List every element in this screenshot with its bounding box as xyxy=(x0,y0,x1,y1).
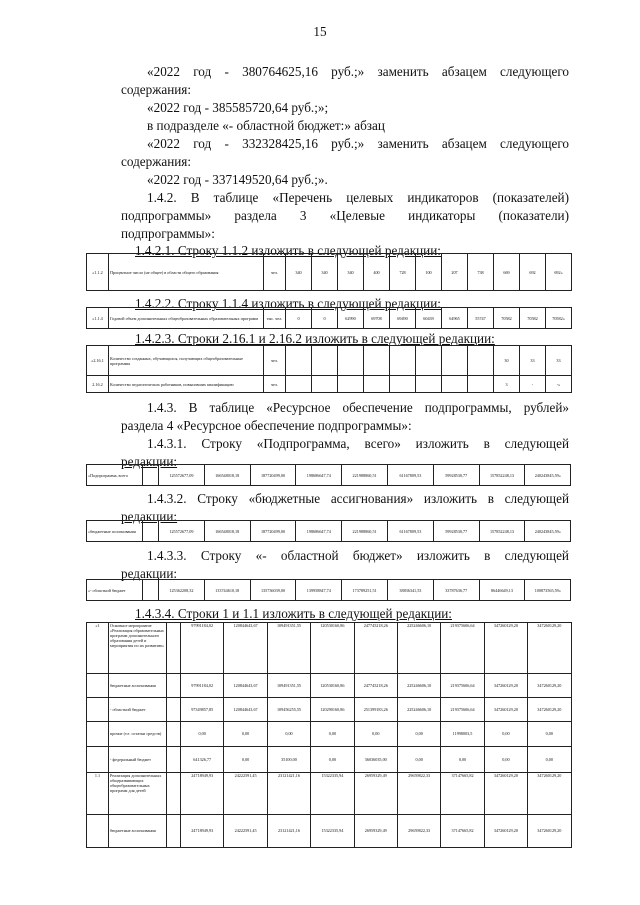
table-cell: 24718949,93 xyxy=(181,814,224,847)
table-cell: 0,00 xyxy=(397,722,440,746)
table-cell: 692 xyxy=(520,254,546,291)
table-row xyxy=(87,772,572,814)
paragraph-line: «2022 год - 332328425,16 руб.;» заменить абзацем следующего xyxy=(147,136,569,151)
table-cell: 125572677,09 xyxy=(159,521,205,542)
table-cell: Основное мероприятие «Реализация образовательных программ дополнительного образования детей и мероприятия по их развитию» xyxy=(109,623,167,674)
table-cell xyxy=(286,376,312,393)
table-cell: 347260129,20 xyxy=(484,814,527,847)
paragraph-line: подпрограммы» раздела 3 «Целевые индикаторы (показатели) xyxy=(121,208,569,223)
table-cell: «бюджетные ассигнования xyxy=(87,521,143,542)
table-cell: 347260129,20 xyxy=(484,698,527,722)
table-cell: 23121421,16 xyxy=(267,772,310,814)
resource-table-regional xyxy=(86,579,571,601)
table-cell: 64965 xyxy=(442,308,468,329)
table-cell: 225246606,10 xyxy=(397,674,440,698)
table-cell xyxy=(167,814,181,847)
section-heading: 1.4.2.3. Строки 2.16.1 и 2.16.2 изложить в следующей редакции: xyxy=(135,331,495,346)
table-cell: 225246606,10 xyxy=(397,698,440,722)
table-cell: 728 xyxy=(390,254,416,291)
indicator-table-112 xyxy=(86,253,572,291)
table-cell xyxy=(167,772,181,814)
table-cell: 120844643,67 xyxy=(224,674,267,698)
table-cell: 347260129,20 xyxy=(484,623,527,674)
table-cell: 133744610,18 xyxy=(204,580,250,601)
table-cell xyxy=(87,746,109,772)
table-cell: 166548018,18 xyxy=(204,521,250,542)
table-cell: 15322335,94 xyxy=(311,772,354,814)
table-cell xyxy=(167,698,181,722)
table-row xyxy=(87,814,572,847)
table-cell: 247745218,26 xyxy=(354,674,397,698)
table-cell xyxy=(286,346,312,376)
table-cell: 219375606,64 xyxy=(441,698,484,722)
table-cell: 70582» xyxy=(546,308,572,329)
table-cell: 251399183,26 xyxy=(354,698,397,722)
table-cell: 692» xyxy=(546,254,572,291)
table-cell: 24222591,45 xyxy=(224,772,267,814)
table-row xyxy=(87,521,571,542)
table-cell: 738 xyxy=(468,254,494,291)
table-cell: 61167809,53 xyxy=(387,465,433,486)
paragraph-line: 1.4.2. В таблице «Перечень целевых индикаторов (показателей) xyxy=(147,190,569,205)
table-cell: 173789251,51 xyxy=(342,580,388,601)
table-row xyxy=(87,698,572,722)
table-cell: 157852248,13 xyxy=(479,521,525,542)
table-cell: 166548018,18 xyxy=(204,465,250,486)
section-heading: 1.4.2.2. Строку 1.1.4 изложить в следующей редакции: xyxy=(135,296,441,311)
table-cell xyxy=(468,376,494,393)
table-cell: 36036035,00 xyxy=(354,746,397,772)
paragraph-line: «2022 год - 380764625,16 руб.;» заменить абзацем следующего xyxy=(147,64,569,79)
table-cell: 187720499,00 xyxy=(250,465,296,486)
section-heading: 1.4.2.1. Строку 1.1.2 изложить в следующей редакции: xyxy=(135,243,441,258)
table-cell xyxy=(167,623,181,674)
table-cell: 29659822,33 xyxy=(397,772,440,814)
table-cell: 247745218,26 xyxy=(354,623,397,674)
section-heading: 1.4.3.3. Строку «- областной бюджет» изложить в следующей xyxy=(147,548,569,563)
table-cell: 0,00 xyxy=(528,746,571,772)
table-cell: чел. xyxy=(264,346,286,376)
table-cell: 3 xyxy=(494,376,520,393)
table-cell: 0,00 xyxy=(484,746,527,772)
paragraph-line: 1.4.3. В таблице «Ресурсное обеспечение подпрограммы, рублей» xyxy=(147,400,569,415)
table-cell: 0,00 xyxy=(224,746,267,772)
table-cell: 33 xyxy=(546,346,572,376)
table-cell xyxy=(338,376,364,393)
table-cell: 37147665,82 xyxy=(441,814,484,847)
table-cell: 60439 xyxy=(416,308,442,329)
table-cell: Годовой объем дополнительных общеобразовательных образовательных программ xyxy=(109,308,264,329)
table-row xyxy=(87,308,572,329)
table-cell xyxy=(390,376,416,393)
table-cell: «1 xyxy=(87,623,109,674)
table-cell: чел. xyxy=(264,254,286,291)
table-cell xyxy=(87,698,109,722)
table-cell: 86446649,13 xyxy=(479,580,525,601)
table-cell: 97991184,02 xyxy=(181,674,224,698)
table-cell: 26959329,49 xyxy=(354,772,397,814)
resource-table-rows-1-1-1 xyxy=(86,622,572,848)
table-cell: 225246606,10 xyxy=(397,623,440,674)
table-cell: 30 xyxy=(494,346,520,376)
table-row xyxy=(87,254,572,291)
table-row xyxy=(87,746,572,772)
table-cell: 120844643,67 xyxy=(224,698,267,722)
table-cell: 400 xyxy=(364,254,390,291)
table-cell: 120530160,86 xyxy=(311,674,354,698)
table-cell xyxy=(416,376,442,393)
table-cell: 0,00 xyxy=(311,722,354,746)
table-cell: 221988860,51 xyxy=(342,465,388,486)
table-cell xyxy=(364,376,390,393)
table-cell: 59928530,77 xyxy=(433,521,479,542)
section-heading: редакции: xyxy=(121,566,178,581)
table-cell: Количество созданных, обучающихся, получающих общеобразовательные программы xyxy=(109,346,264,376)
table-cell xyxy=(442,346,468,376)
table-cell: 70582 xyxy=(494,308,520,329)
table-cell xyxy=(87,674,109,698)
table-cell: 120844643,67 xyxy=(224,623,267,674)
table-cell: 109491351,55 xyxy=(267,623,310,674)
table-cell: 219375606,64 xyxy=(441,674,484,698)
table-cell: 340 xyxy=(286,254,312,291)
table-cell: 0,00 xyxy=(528,722,571,746)
table-cell: 0 xyxy=(286,308,312,329)
table-cell: 120290160,86 xyxy=(311,698,354,722)
table-cell: 35100,00 xyxy=(267,746,310,772)
table-cell: 61167809,53 xyxy=(387,521,433,542)
table-cell: - xyxy=(520,376,546,393)
table-cell: 340 xyxy=(312,254,338,291)
table-cell: 38836341,53 xyxy=(387,580,433,601)
table-cell: 0,00 xyxy=(441,746,484,772)
table-row xyxy=(87,722,572,746)
table-cell: 347260129,20 xyxy=(528,674,571,698)
table-cell: 33 xyxy=(520,346,546,376)
table-cell: 125362208,32 xyxy=(159,580,205,601)
table-cell: 340 xyxy=(338,254,364,291)
table-cell: 109456255,55 xyxy=(267,698,310,722)
table-cell: 0,00 xyxy=(224,722,267,746)
table-cell: «Подпрограмма, всего xyxy=(87,465,143,486)
table-cell xyxy=(468,346,494,376)
table-cell xyxy=(167,674,181,698)
table-cell: 139958847,74 xyxy=(296,580,342,601)
table-cell: 109491351,55 xyxy=(267,674,310,698)
table-cell: 347260129,20 xyxy=(484,772,527,814)
table-cell xyxy=(167,746,181,772)
table-cell: 55747 xyxy=(468,308,494,329)
table-cell xyxy=(87,814,109,847)
table-cell: 37147665,82 xyxy=(441,772,484,814)
paragraph-line: «2022 год - 385585720,64 руб.;»; xyxy=(147,100,329,115)
table-cell: 641326,77 xyxy=(181,746,224,772)
table-row xyxy=(87,376,572,393)
indicator-table-2161 xyxy=(86,345,572,393)
table-row xyxy=(87,346,572,376)
table-cell xyxy=(167,722,181,746)
table-cell xyxy=(390,346,416,376)
table-cell: 23121421,16 xyxy=(267,814,310,847)
table-cell: 0,00 xyxy=(354,722,397,746)
table-cell: 69490 xyxy=(390,308,416,329)
table-cell: 669 xyxy=(494,254,520,291)
table-cell: 97991184,02 xyxy=(181,623,224,674)
table-cell: 125572677,09 xyxy=(159,465,205,486)
paragraph-line: раздела 4 «Ресурсное обеспечение подпрограммы»: xyxy=(121,418,412,433)
table-cell: 0,00 xyxy=(181,722,224,746)
table-cell: 69708 xyxy=(364,308,390,329)
table-cell: -» xyxy=(546,376,572,393)
table-cell: 347260129,20 xyxy=(528,623,571,674)
table-cell: 24718949,93 xyxy=(181,772,224,814)
table-cell: 347260129,20 xyxy=(528,698,571,722)
table-cell: 97349857,85 xyxy=(181,698,224,722)
paragraph-line: содержания: xyxy=(121,82,192,97)
table-cell: 135736039,00 xyxy=(250,580,296,601)
table-cell: 347260129,20 xyxy=(528,814,571,847)
table-cell xyxy=(442,376,468,393)
table-cell: бюджетные ассигнования xyxy=(109,814,167,847)
table-cell: 0 xyxy=(312,308,338,329)
table-cell xyxy=(143,580,159,601)
table-cell: 1.1 xyxy=(87,772,109,814)
table-cell: 347260129,20 xyxy=(528,772,571,814)
table-cell: 29659822,33 xyxy=(397,814,440,847)
paragraph-line: содержания: xyxy=(121,154,192,169)
table-cell: 62990 xyxy=(338,308,364,329)
table-cell: 0,00 xyxy=(311,746,354,772)
table-cell: 26959329,49 xyxy=(354,814,397,847)
resource-table-subprogram xyxy=(86,464,571,486)
table-cell: 100 xyxy=(416,254,442,291)
table-cell: 187720499,00 xyxy=(250,521,296,542)
table-row xyxy=(87,674,572,698)
table-cell: 0,00 xyxy=(397,746,440,772)
table-cell: 11998003,5 xyxy=(441,722,484,746)
table-cell xyxy=(143,465,159,486)
page-number: 15 xyxy=(313,24,327,39)
table-cell: тыс. чел. xyxy=(264,308,286,329)
section-heading: 1.4.3.4. Строки 1 и 1.1 изложить в следующей редакции: xyxy=(135,606,452,621)
paragraph-line: подпрограммы»: xyxy=(121,226,215,241)
table-cell: 0,00 xyxy=(484,722,527,746)
paragraph-line: «2022 год - 337149520,64 руб.;». xyxy=(147,172,328,187)
table-cell: 59928530,77 xyxy=(433,465,479,486)
table-cell: 221988860,51 xyxy=(342,521,388,542)
table-cell: 207 xyxy=(442,254,468,291)
section-heading: 1.4.3.1. Строку «Подпрограмма, всего» изложить в следующей xyxy=(147,436,569,451)
table-cell: 157852248,13 xyxy=(479,465,525,486)
table-cell xyxy=(143,521,159,542)
table-cell: «1.1.2 xyxy=(87,254,109,291)
indicator-table-114 xyxy=(86,307,572,329)
table-cell: 347260129,20 xyxy=(484,674,527,698)
table-cell: 24222591,45 xyxy=(224,814,267,847)
table-cell: 0,00 xyxy=(267,722,310,746)
table-cell: 198686647,74 xyxy=(296,465,342,486)
table-cell xyxy=(416,346,442,376)
section-heading: 1.4.3.2. Строку «бюджетные ассигнования» изложить в следующей xyxy=(147,491,569,506)
table-cell: прочие (т.е. остатки средств) xyxy=(109,722,167,746)
table-row xyxy=(87,465,571,486)
table-row xyxy=(87,623,572,674)
table-cell: «- областной бюджет xyxy=(87,580,143,601)
table-cell: - федеральный бюджет xyxy=(109,746,167,772)
table-cell: бюджетные ассигнования xyxy=(109,674,167,698)
table-cell: 33787636,77 xyxy=(433,580,479,601)
table-cell xyxy=(87,722,109,746)
table-cell: 15322335,94 xyxy=(311,814,354,847)
table-cell: чел. xyxy=(264,376,286,393)
table-cell: 100873565,59» xyxy=(525,580,571,601)
table-cell: 240243845,59» xyxy=(525,465,571,486)
table-cell: Количество педагогических работников, повысивших квалификацию xyxy=(109,376,264,393)
table-row xyxy=(87,580,571,601)
table-cell: 120530160,86 xyxy=(311,623,354,674)
table-cell: Процентное число (не общее) в области общего образования xyxy=(109,254,264,291)
resource-table-budget xyxy=(86,520,571,542)
table-cell: 70582 xyxy=(520,308,546,329)
table-cell xyxy=(364,346,390,376)
table-cell: - областной бюджет xyxy=(109,698,167,722)
paragraph-line: в подразделе «- областной бюджет:» абзац xyxy=(147,118,385,133)
table-cell: 240243845,59» xyxy=(525,521,571,542)
table-cell xyxy=(338,346,364,376)
table-cell: «1.1.4 xyxy=(87,308,109,329)
section-heading: редакции: xyxy=(121,454,178,469)
table-cell: 198686647,74 xyxy=(296,521,342,542)
table-cell: 2.16.2 xyxy=(87,376,109,393)
table-cell xyxy=(312,346,338,376)
table-cell: «2.16.1 xyxy=(87,346,109,376)
table-cell xyxy=(312,376,338,393)
table-cell: Реализация дополнительных общеразвивающих общеобразовательных программ для детей xyxy=(109,772,167,814)
table-cell: 219375606,64 xyxy=(441,623,484,674)
section-heading: редакции: xyxy=(121,509,178,524)
